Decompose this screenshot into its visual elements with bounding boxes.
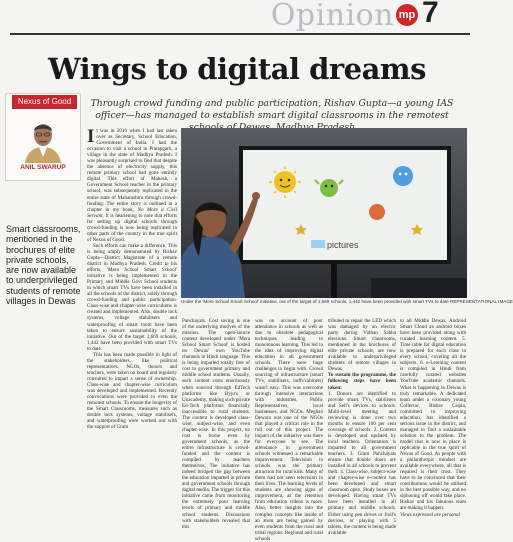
- body-paragraph: to all Middle Dewas, Android Smart Cloud an android boxes have been provided along with curated learning content. 5. Time table for digital education is prepared for each class in every school, covering all the subjects. 6. e-Learning content is compiled in Hindi from carefully curated websites YouTube academic channels. What is happening in Dewas is truly remarkable. A dedicated team under a visionary young Collector, Rishav Gupta, committed to improving education, has identified a serious issue in the district, and managed to find a sustainable solution to the problem. The model that is now in place is replicable in the true spirit of Nexus of Good. As people with a philanthropic mindset are available everywhere, all that is required is their trust. They have to be convinced that their contributions would be utilised in the best possible way, and no siphoning off would take place. Rishav and his fabulous team are making it happen.: [400, 318, 466, 512]
- article-headline: Wings to digital dreams: [48, 52, 426, 86]
- body-column-1: [87, 128, 177, 520]
- mp-logo-badge: mp: [396, 4, 418, 26]
- body-paragraph: This has been made possible in light of the stakeholders, like political representatives, NGOs, donors and teachers, were taken on board and regularly consulted to impart a sense of ownership. Class-wise and chapter-wise curriculum was developed and implemented. Recently convocations were provided to even the remotest schools. To ensure the longevity of the Smart Classrooms, measures such as double lock systems, voltage stabilisers, and waterproofing were worked out with the support of Gram: [87, 351, 177, 431]
- section-title: Opinion: [270, 0, 394, 33]
- disclaimer: Views expressed are personal: [400, 511, 460, 518]
- body-column-4: [328, 318, 396, 536]
- page-number: 7: [422, 0, 439, 29]
- body-column-5: [400, 318, 466, 520]
- body-subhead: To sustain the programme, the following steps have been taken:: [328, 372, 396, 391]
- classroom-photo-illustration: [181, 128, 467, 298]
- masthead-rule: [10, 33, 470, 35]
- body-paragraph: It is heartening to note that efforts for setting up digital schools through crowd-funding is now being replicated in other parts of the country in the true spirit of Nexus of Good.: [87, 212, 177, 243]
- screen-text: pictures: [327, 240, 359, 250]
- body-paragraph: tributed to repair the LED which was damaged by an electric party during Vidhan Sabha elections. Smart classrooms, mentioned in the brochures of elite private schools, are now available to underprivileged students of remote villages in Dewas.: [328, 318, 396, 373]
- body-column-3: was on account of poor attendance in schools as well as due to obsolete pedagogical techniques leading to monotonous learning. This led to the idea of improving digital education in all government schools. There were huge challenges to begin with. Crowd sourcing of infrastructure (smart TVs, stabilisers, buffs'cabinets) wasn't easy. This was overcome through intensive interactions with industries, Public Representatives, local businesses, and NGOs. Meghan Dewara was one of the NGOs that played a critical role in the roll out of this project. The impact of the initiative was there for everyone to see. The attendance in government schools witnessed a remarkable improvement. Television in schools was the primary attraction for rural kids. Many of them had not seen television in their lives. The learning levels of students are showing signs of improvement, as the retention from education videos is more. Also, better insights into the complex concepts like inside of an atom are being gained by even students from the rural and tribal regions. Regional and rural schools: [255, 318, 323, 542]
- body-column-2: Panchayats. Cost saving is one of the underlying motives of the mission. The open-source content developed under 'Mera School Smart School' is hosted on Dewas' own YouTube channels in Hindi language. This is being imparted totally free of cost to government primary and middle school students. Usually, such content costs enormously when sourced through EdTech platforms like Byju's or Unacademy, making such private Ed-Tech platforms financially inaccessible to rural students. The content is developed class-wise, subject-wise, and even chapter-wise. In this project, no cost is borne even by government schools, as the entire infrastructure is crowd-funded and the content is compiled by teachers themselves. The initiative has indeed bridged the gap between the education imparted in private and government schools through digital media. The trigger for this initiative came from monitoring the extremely poor learning levels of primary and middle school students. Discussions with stakeholders revealed that this: [182, 318, 250, 530]
- author-photo: [21, 113, 65, 163]
- author-name: ANIL SWARUP: [20, 164, 66, 171]
- article-deck: Through crowd funding and public participation, Rishav Gupta—a young IAS officer—has managed to establish smart digital classrooms in the remotest: [90, 98, 454, 121]
- masthead: [0, 0, 474, 36]
- book-title: No More a Civil Servant.: [87, 206, 177, 219]
- pull-quote: Smart classrooms, mentioned in the brochures of elite private schools, are now available to underprivileged students of remote villages in Dewas: [6, 224, 81, 307]
- body-paragraph: 1. Donors are identified to provide smart TVs, stabilisers and Sell's devices to schools. Multi-level meeting and reviewing is done over two months to ensure 100 per cent coverage of schools. 2. Content is developed and updated by local teachers. Orientation is imparted to all government teachers. 3. Gram Panchayats ensure that double doors are installed in all schools to prevent theft. 4. Class-wise, subject-wise and chapter-wise e-content has been developed and smart classroom open. Study boxes are developed. Having smart TVs have been installed in all primary and middle schools. Either using pen drives or Jioll's devices, or playing with 5 tablets, the content is being made available: [328, 390, 396, 536]
- photo-caption: Under the 'More School Smart School' initiative, out of the target of 1,669 schools, 1,442 have been provided with smart TVs to date REPRESENTATIONAL IMAGE: [181, 299, 513, 304]
- article-photo: [181, 128, 467, 298]
- body-paragraph: t was in 2016 when I had last taken over as Secretary, School Education, Government of India. I had the occasion to visit a school in Pratapgarh, a village in the state of Madhya Pradesh. I was pleasantly surprised to find that despite the absence of electricity supply, this remote primary school had gone entirely digital. This effort of Mahesh, a Government School teacher in the primary school, was subsequently replicated in the entire state of Maharashtra through crowd-funding. The entire story is outlined in a chapter in my book,: [87, 128, 177, 213]
- column-title: Nexus of Good: [12, 95, 77, 109]
- drop-cap: I: [87, 126, 95, 147]
- column-box: [5, 93, 81, 181]
- body-paragraph: Such efforts can make a difference. This is being amply demonstrated by Rishav Gupta—District Magistrate of a remote district in Madhya Pradesh. Credit to his efforts, 'Mera School Smart School' initiative is being implemented in the Primary and Middle Govt School students in which smart TVs have been installed in all the schools of the district, solely through crowd-funding and public participation. Class-wise and chapter-wise curriculums is created and implemented. Also, double lock systems, voltage stabilisers and waterproofing of smart room have been taken to ensure sustainability of the initiative. Out of the target 1,669 schools, 1,442 have been provided with smart TVs to date.: [87, 242, 177, 352]
